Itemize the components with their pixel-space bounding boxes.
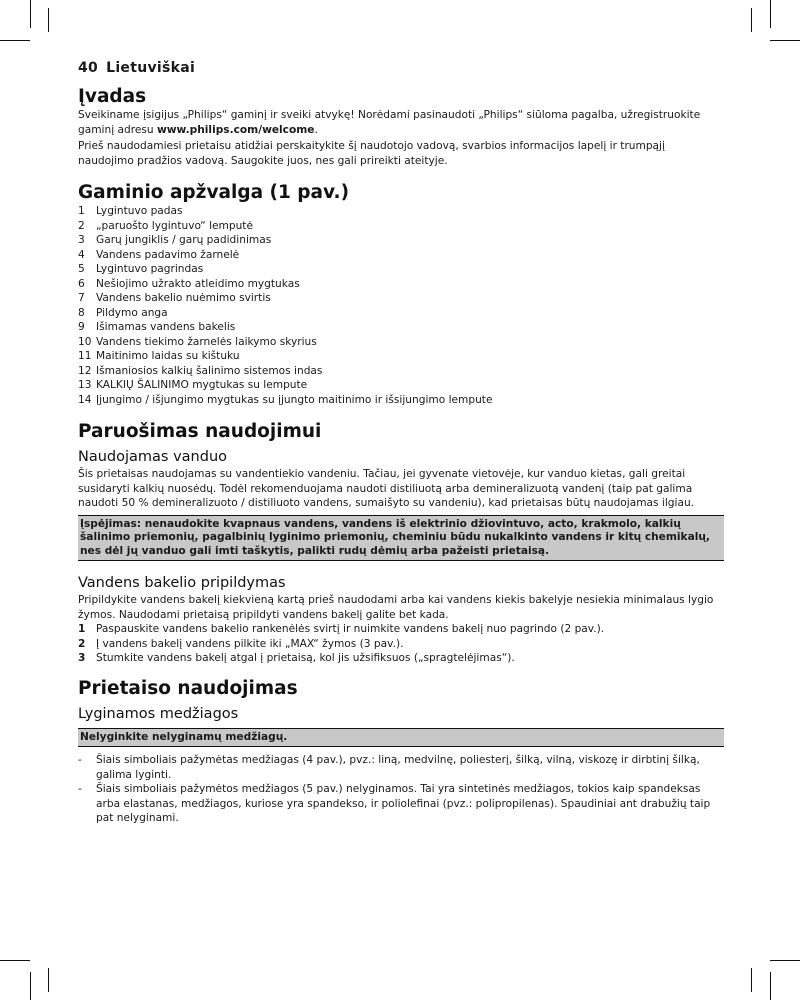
overview-item (78, 277, 724, 292)
page-number: 40 (78, 60, 99, 76)
crop-mark (48, 968, 49, 992)
fill-step-number: 3 (78, 652, 86, 664)
overview-item (78, 349, 724, 364)
overview-item (78, 320, 724, 335)
crop-mark (751, 8, 752, 32)
crop-mark (0, 960, 30, 961)
crop-mark (48, 8, 49, 32)
overview-item-text: „paruošto lygintuvo“ lemputė (96, 219, 253, 232)
crop-mark (30, 0, 31, 28)
overview-list (78, 204, 724, 407)
prep-heading: Paruošimas naudojimui (78, 421, 322, 442)
fabrics-warning: Nelyginkite nelyginamų medžiagų. (78, 728, 724, 748)
overview-item-text: Nešiojimo užrakto atleidimo mygtukas (96, 277, 300, 290)
page-content (78, 60, 724, 826)
crop-mark (770, 40, 800, 41)
intro-heading: Įvadas (78, 86, 147, 107)
overview-item-number: 13 (78, 379, 92, 391)
overview-item (78, 378, 724, 393)
overview-item-text: Vandens tiekimo žarnelės laikymo skyrius (96, 335, 317, 348)
overview-item-text: Išmaniosios kalkių šalinimo sistemos indas (96, 364, 323, 377)
overview-item-number: 5 (78, 263, 85, 275)
fabric-item-text: Šiais simboliais pažymėtas medžiagas (4 pav.), pvz.: liną, medvilnę, poliesterį, šilką, vilną, viskozę ir dirbtinį šilką, galima lyginti. (96, 754, 700, 781)
overview-item-number: 14 (78, 393, 92, 406)
fill-step-text: Stumkite vandens bakelį atgal į prietaisą, kol jis užsifiksuos („spragtelėjimas“). (96, 652, 515, 664)
overview-item-text: Lygintuvo padas (96, 205, 183, 217)
overview-item-number: 3 (78, 234, 85, 246)
overview-item-text: Maitinimo laidas su kištuku (96, 350, 240, 362)
overview-item-text: Vandens bakelio nuėmimo svirtis (96, 292, 271, 304)
usage-heading: Prietaiso naudojimas (78, 677, 298, 699)
crop-mark (751, 968, 752, 992)
fill-step-number: 2 (78, 637, 86, 650)
overview-item-text: Įjungimo / išjungimo mygtukas su įjungto maitinimo ir išsijungimo lempute (96, 393, 493, 406)
water-warning: Įspėjimas: nenaudokite kvapnaus vandens, vandens iš elektrinio džiovintuvo, acto, krakmolo, kalkių šalinimo priemonių, pagalbinių lyginimo priemonių, cheminiu būdu nukalkinto vandens ir kitų chemikalų, nes dėl jų vanduo gali imti taškytis, palikti rudų dėmių arba pažeisti prietaisą. (78, 515, 724, 562)
fill-step-text: Paspauskite vandens bakelio rankenėlės svirtį ir nuimkite vandens bakelį nuo pagrindo (2 pav.). (96, 623, 605, 635)
intro-paragraph: Sveikiname įsigijus „Philips“ gaminį ir sveiki atvykę! Norėdami pasinaudoti „Philips“ siūloma pagalba, užregistruokite gaminį adresu www.philips.com/welcome. (78, 109, 701, 136)
overview-item-number: 8 (78, 306, 85, 319)
water-subheading: Naudojamas vanduo (78, 449, 228, 465)
fill-subheading: Vandens bakelio pripildymas (78, 575, 286, 591)
overview-item-text: Pildymo anga (96, 306, 168, 319)
overview-heading: Gaminio apžvalga (1 pav.) (78, 182, 350, 203)
overview-item-text: Garų jungiklis / garų padidinimas (96, 234, 272, 246)
crop-mark (30, 972, 31, 1000)
overview-item-number: 12 (78, 364, 92, 377)
fabric-item (78, 782, 724, 826)
intro-paragraph-2: Prieš naudodamiesi prietaisu atidžiai perskaitykite šį naudotojo vadovą, svarbios informacijos lapelį ir trumpąjį naudojimo pradžios vadovą. Saugokite juos, nes gali prireikti ateityje. (78, 140, 665, 167)
fill-paragraph: Pripildykite vandens bakelį kiekvieną kartą prieš naudodami arba kai vandens kiekis bakelyje nesiekia minimalaus lygio žymos. Naudodami prietaisą pripildyti vandens bakelį galite bet kada. (78, 594, 714, 621)
fabric-item (78, 753, 724, 782)
fabrics-list (78, 753, 724, 826)
crop-mark (0, 40, 30, 41)
overview-item (78, 219, 724, 234)
overview-item-text: Vandens padavimo žarnelė (96, 248, 240, 261)
overview-item (78, 248, 724, 263)
crop-mark (770, 0, 771, 28)
water-paragraph: Šis prietaisas naudojamas su vandentiekio vandeniu. Tačiau, jei gyvenate vietovėje, kur vanduo kietas, gali greitai susidaryti kalkių nuosėdų. Todėl rekomenduojama naudoti distiliuotą arba demineralizuotą vandenį (taip pat galima naudoti 50 % demineralizuoto / distiliuoto vandens, sumaišyto su vandeniu), kad prietaisas būtų naudojamas ilgiau. (78, 468, 695, 509)
overview-item-text: Lygintuvo pagrindas (96, 263, 204, 275)
overview-item (78, 306, 724, 321)
fabric-item-text: Šiais simboliais pažymėtos medžiagos (5 pav.) nelyginamos. Tai yra sintetinės medžiagos, tokios kaip spandeksas arba elastanas, medžiagos, kuriose yra spandekso, ir poliolefinai (pvz.: polipropilenas). Spaudiniai ant drabužių taip pat nelyginami. (96, 783, 711, 824)
overview-item (78, 291, 724, 306)
overview-item (78, 233, 724, 248)
fill-step-text: Į vandens bakelį vandens pilkite iki „MAX“ žymos (3 pav.). (96, 637, 404, 650)
language-label: Lietuviškai (106, 60, 196, 76)
fill-step-number: 1 (78, 623, 86, 635)
overview-item (78, 364, 724, 379)
overview-item-number: 2 (78, 219, 85, 232)
fabric-item-number: - (78, 754, 82, 766)
overview-item-number: 4 (78, 248, 85, 261)
overview-item-number: 9 (78, 321, 85, 333)
fill-step (78, 622, 724, 637)
overview-item (78, 262, 724, 277)
overview-item-number: 1 (78, 205, 85, 217)
overview-item (78, 335, 724, 350)
fill-step (78, 651, 724, 666)
running-header (78, 60, 724, 76)
welcome-url: www.philips.com/welcome (156, 123, 315, 136)
fabric-item-number: - (78, 783, 82, 795)
overview-item-number: 10 (78, 335, 92, 348)
overview-item-number: 7 (78, 292, 85, 304)
overview-item-number: 6 (78, 277, 85, 290)
overview-item (78, 393, 724, 408)
fill-step (78, 637, 724, 652)
crop-mark (770, 960, 800, 961)
overview-item (78, 204, 724, 219)
overview-item-number: 11 (78, 350, 92, 362)
crop-mark (770, 972, 771, 1000)
overview-item-text: KALKIŲ ŠALINIMO mygtukas su lempute (96, 379, 308, 391)
fabrics-subheading: Lyginamos medžiagos (78, 705, 239, 722)
overview-item-text: Išimamas vandens bakelis (96, 321, 236, 333)
fill-steps (78, 622, 724, 666)
